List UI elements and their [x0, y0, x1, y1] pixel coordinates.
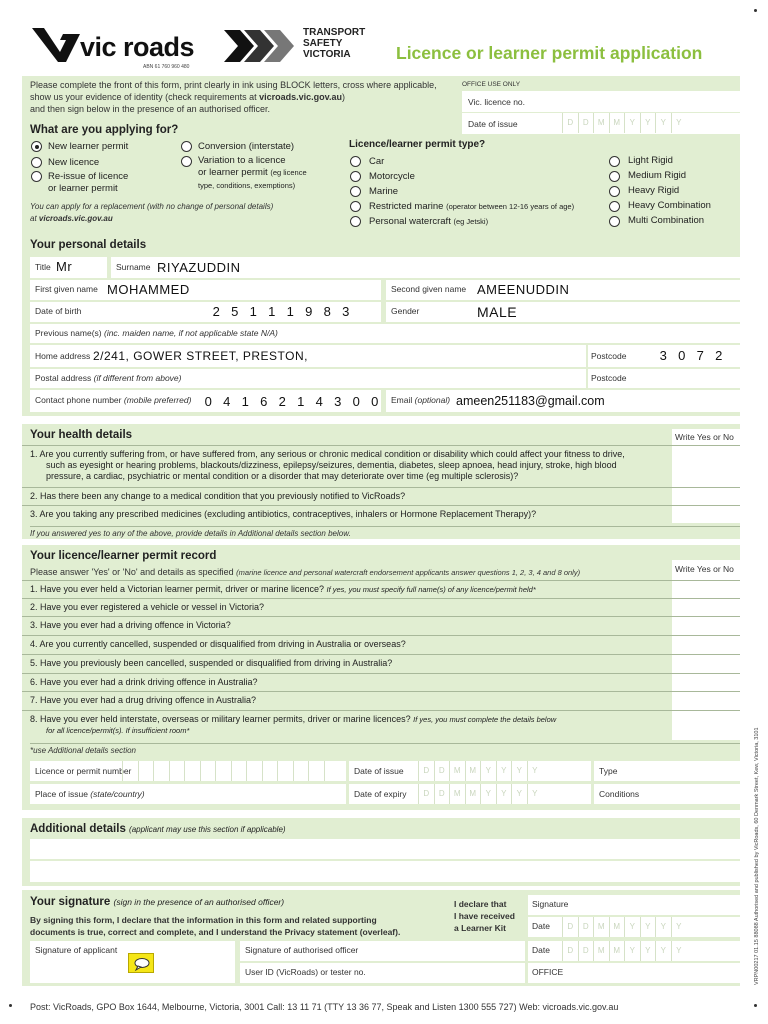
option-new-learner-permit: New learner permit [48, 141, 129, 152]
health-q3: 3. Are you taking any prescribed medicines (excluding antibiotics, contraceptives, inhalers or Hormone Replacement Therapy)? [22, 505, 672, 523]
applying-heading: What are you applying for? [30, 124, 179, 136]
footer-contact: Post: VicRoads, GPO Box 1644, Melbourne, Victoria, 3001 Call: 13 11 71 (TTY 13 36 77, Speak and Listen 1300 555 727) Web: vicroads.vic.gov.au [30, 1002, 619, 1012]
record-q6-answer[interactable] [672, 673, 740, 691]
option-light-rigid: Light Rigid [628, 155, 673, 166]
record-heading: Your licence/learner permit record [30, 550, 217, 562]
surname-value: RIYAZUDDIN [157, 260, 241, 275]
phone-digits: 0 4 1 6 2 1 4 3 0 0 [204, 394, 379, 409]
applicant-signature-label: Signature of applicant [35, 945, 118, 955]
kit-line1: I declare that [454, 899, 507, 909]
radio-restricted-marine[interactable] [350, 201, 361, 212]
additional-heading: Additional details (applicant may use this section if applicable) [30, 823, 286, 835]
option-car: Car [369, 156, 385, 167]
record-issue-date-label: Date of issue [354, 766, 404, 776]
health-answer-header-text: Write Yes or No [675, 432, 734, 442]
health-heading: Your health details [30, 429, 133, 441]
radio-heavy-rigid[interactable] [609, 186, 620, 197]
second-name-label: Second given name [391, 284, 467, 294]
radio-multi-combination[interactable] [609, 216, 620, 227]
home-address-label: Home address [35, 351, 91, 361]
radio-marine[interactable] [350, 186, 361, 197]
kit-signature-label: Signature [532, 899, 569, 909]
corner-dot [754, 9, 757, 12]
tsv-line2: SAFETY [303, 38, 343, 49]
radio-reissue[interactable] [31, 171, 42, 182]
additional-line1[interactable] [30, 839, 740, 859]
sign-here-sticky-icon[interactable] [128, 953, 154, 973]
record-q3-answer[interactable] [672, 616, 740, 635]
record-answer-header-text: Write Yes or No [675, 564, 734, 574]
permit-type-heading: Licence/learner permit type? [349, 139, 486, 150]
officer-date-label: Date [532, 945, 550, 955]
expiry-date-label: Date of expiry [354, 789, 407, 799]
office-use-heading: OFFICE USE ONLY [462, 81, 521, 88]
second-name-value: AMEENUDDIN [477, 282, 570, 297]
record-q8-answer[interactable] [672, 710, 740, 740]
gender-label: Gender [391, 306, 420, 316]
radio-conversion[interactable] [181, 141, 192, 152]
licence-number-boxes [122, 761, 339, 781]
intro-line2: show us your evidence of identity (check requirements at vicroads.vic.gov.au) [30, 92, 345, 102]
vic-licence-label: Vic. licence no. [468, 97, 526, 107]
option-heavy-rigid: Heavy Rigid [628, 185, 680, 196]
health-q2-answer[interactable] [672, 487, 740, 505]
record-q5: 5. Have you previously been cancelled, suspended or disqualified from driving in Australia? [22, 654, 672, 673]
office-date-issue-label: Date of issue [468, 119, 518, 129]
option-medium-rigid: Medium Rigid [628, 170, 687, 181]
radio-medium-rigid[interactable] [609, 171, 620, 182]
licence-number-label: Licence or permit number [35, 766, 132, 776]
postcode2-label: Postcode [591, 373, 627, 383]
vicroads-logo-text: vic roads [80, 32, 195, 62]
signature-heading: Your signature (sign in the presence of an authorised officer) [30, 896, 285, 908]
record-q1-answer[interactable] [672, 580, 740, 598]
record-q3: 3. Have you ever had a driving offence in Victoria? [22, 616, 672, 635]
radio-variation[interactable] [181, 156, 192, 167]
first-name-value: MOHAMMED [107, 282, 190, 297]
intro-line1: Please complete the front of this form, print clearly in ink using BLOCK letters, cross where applicable, [30, 80, 437, 90]
option-multi-combination: Multi Combination [628, 215, 705, 226]
postcode-digits: 3 0 7 2 [659, 348, 723, 363]
home-address-value: 2/241, GOWER STREET, PRESTON, [93, 349, 308, 363]
phone-label: Contact phone number (mobile preferred) [35, 395, 192, 405]
conditions-label: Conditions [599, 789, 640, 799]
personal-heading: Your personal details [30, 239, 147, 251]
radio-car[interactable] [350, 156, 361, 167]
option-reissue: Re-issue of licence [48, 171, 129, 182]
tsv-line1: TRANSPORT [303, 27, 366, 38]
declaration-line2: documents is true, correct and complete, and I understand the Privacy statement (overleaf). [30, 927, 401, 937]
option-restricted-marine: Restricted marine (operator between 12-16 years of age) [369, 201, 575, 212]
kit-date-label: Date [532, 921, 550, 931]
title-label: Title [35, 262, 51, 272]
option-heavy-combination: Heavy Combination [628, 200, 711, 211]
radio-personal-watercraft[interactable] [350, 216, 361, 227]
record-q6: 6. Have you ever had a drink driving offence in Australia? [22, 673, 672, 691]
record-q7: 7. Have you ever had a drug driving offence in Australia? [22, 691, 672, 710]
tsv-chevrons-icon [222, 28, 300, 64]
place-of-issue-label: Place of issue (state/country) [35, 789, 145, 799]
dob-digits: 2 5 1 1 1 9 8 3 [212, 304, 350, 319]
form-title: Licence or learner permit application [396, 43, 703, 63]
option-conversion: Conversion (interstate) [198, 141, 295, 152]
health-q2: 2. Has there been any change to a medical condition that you previously notified to VicRoads? [22, 487, 672, 505]
footer-dot-left [9, 1004, 12, 1007]
vicroads-link[interactable]: vicroads.vic.gov.au [259, 92, 342, 102]
dob-label: Date of birth [35, 306, 82, 316]
record-q4-answer[interactable] [672, 635, 740, 654]
option-personal-watercraft: Personal watercraft (eg Jetski) [369, 216, 489, 227]
type-label: Type [599, 766, 618, 776]
abn-text: ABN 61 760 960 480 [143, 64, 190, 70]
replacement-link[interactable]: vicroads.vic.gov.au [38, 214, 113, 223]
office-label: OFFICE [532, 967, 564, 977]
health-q1-answer[interactable] [672, 445, 740, 487]
officer-signature-label: Signature of authorised officer [245, 945, 359, 955]
header [0, 0, 768, 76]
record-q7-answer[interactable] [672, 691, 740, 710]
radio-motorcycle[interactable] [350, 171, 361, 182]
record-intro: Please answer 'Yes' or 'No' and details as specified (marine licence and personal watercraft endorsement applicants answer questions 1, 2, 3, 4 and 8 only) [30, 567, 581, 577]
intro-line3: and then sign below in the presence of an authorised officer. [30, 104, 270, 114]
surname-label: Surname [116, 262, 151, 272]
health-q1: 1. Are you currently suffering from, or have suffered from, any serious or chronic medical condition or disability which could affect your fitness to drive, such as eyesight or hearing problems, blackouts/dizziness, epilepsy/seizures, dementia, diabetes, sleep apnoea, head injury, stroke, high blood pressure, a cardiac, psychiatric or mental condition or a disorder that may deteriorate over time (eg multiple sclerosis)? [22, 445, 672, 487]
title-value: Mr [56, 259, 73, 274]
officer-date-boxes: D D M M Y Y Y Y [562, 941, 686, 961]
kit-line3: a Learner Kit [454, 923, 506, 933]
postal-address-label: Postal address (if different from above) [35, 373, 182, 383]
kit-line2: I have received [454, 911, 515, 921]
record-issue-date-boxes: D D M M Y Y Y Y [418, 761, 542, 781]
radio-new-learner-permit[interactable] [31, 141, 42, 152]
speech-bubble-icon [129, 954, 155, 974]
replacement-line1: You can apply for a replacement (with no change of personal details) [30, 202, 274, 211]
footer-dot-right [754, 1004, 757, 1007]
kit-date-boxes: D D M M Y Y Y Y [562, 917, 686, 937]
option-variation: Variation to a licence [198, 155, 286, 166]
health-q3-answer[interactable] [672, 505, 740, 523]
gender-field[interactable] [386, 302, 740, 322]
vicroads-logo-icon [30, 26, 82, 64]
expiry-date-boxes: D D M M Y Y Y Y [418, 784, 542, 804]
option-variation-note2: type, conditions, exemptions) [198, 181, 296, 190]
record-q4: 4. Are you currently cancelled, suspended or disqualified from driving in Australia or overseas? [22, 635, 672, 654]
option-reissue-line2: or learner permit [48, 183, 118, 194]
health-note: If you answered yes to any of the above, provide details in Additional details section below. [30, 526, 740, 538]
radio-light-rigid[interactable] [609, 156, 620, 167]
tsv-line3: VICTORIA [303, 49, 351, 60]
first-name-label: First given name [35, 284, 98, 294]
email-value: ameen251183@gmail.com [456, 394, 605, 408]
option-variation-line2: or learner permit (eg licence [198, 167, 307, 178]
gender-value: MALE [477, 304, 518, 320]
office-date-boxes: D D M M Y Y Y Y [562, 113, 686, 133]
record-q8: 8. Have you ever held interstate, overseas or military learner permits, driver or marine licences? If yes, you must complete the details below for all licence/permit(s). If insufficient room* [22, 710, 672, 740]
additional-line2[interactable] [30, 861, 740, 882]
record-q5-answer[interactable] [672, 654, 740, 673]
postcode-label: Postcode [591, 351, 627, 361]
user-id-label: User ID (VicRoads) or tester no. [245, 967, 366, 977]
record-use-note: *use Additional details section [30, 743, 740, 755]
declaration-line1: By signing this form, I declare that the information in this form and related supporting [30, 915, 377, 925]
record-q2: 2. Have you ever registered a vehicle or vessel in Victoria? [22, 598, 672, 616]
side-print-code: VRPN00217 01.15 88088 Authorised and published by VicRoads, 60 Denmark Street, Kew, Victoria, 3101 [754, 727, 760, 985]
option-marine: Marine [369, 186, 399, 197]
replacement-line2: at vicroads.vic.gov.au [30, 214, 113, 223]
option-motorcycle: Motorcycle [369, 171, 415, 182]
radio-new-licence[interactable] [31, 157, 42, 168]
record-q2-answer[interactable] [672, 598, 740, 616]
option-new-licence: New licence [48, 157, 100, 168]
record-q1: 1. Have you ever held a Victorian learner permit, driver or marine licence? If yes, you must specify full name(s) of any licence/permit held* [22, 580, 672, 598]
email-label: Email (optional) [391, 395, 451, 405]
previous-names-label: Previous name(s) (inc. maiden name, if not applicable state N/A) [35, 328, 278, 338]
radio-heavy-combination[interactable] [609, 201, 620, 212]
